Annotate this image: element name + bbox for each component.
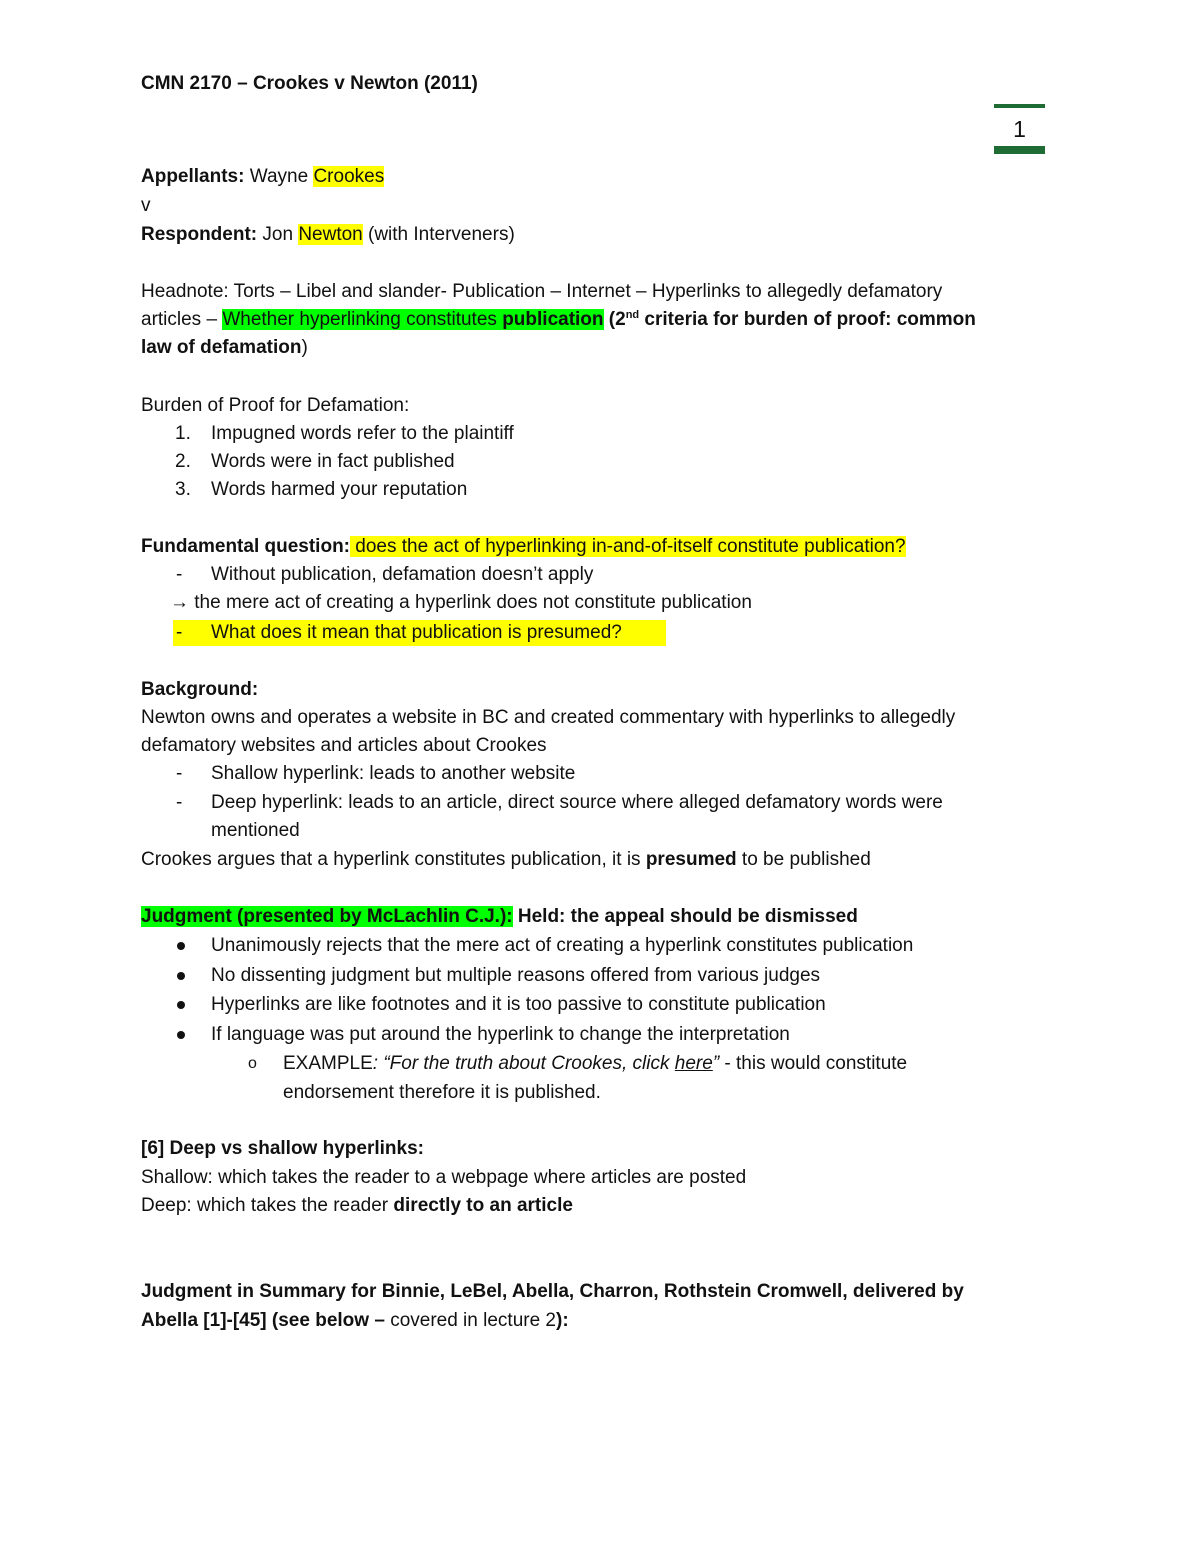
headnote-line-1: Headnote: Torts – Libel and slander- Publication – Internet – Hyperlinks to allegedly defamatory (141, 281, 943, 302)
headnote-line-3 (141, 336, 308, 360)
headnote-line-3-bold: law of defamation (141, 337, 302, 358)
list-marker: 2. (175, 451, 191, 472)
summary-bold: Abella [1]-[45] (see below – (141, 1310, 391, 1331)
example-link: here (674, 1053, 713, 1074)
dash-marker: - (176, 564, 183, 585)
deep-hyperlink-point-line-2: mentioned (211, 820, 300, 841)
dash-marker: - (176, 763, 183, 784)
fundamental-arrow-line: → the mere act of creating a hyperlink does not constitute publication (170, 592, 752, 613)
example-line-2: endorsement therefore it is published. (283, 1082, 601, 1103)
respondent-first-name: Jon (257, 224, 299, 245)
headnote-highlight-text: Whether hyperlinking constitutes (222, 309, 503, 330)
example-line-1 (283, 1052, 907, 1076)
sub-bullet-marker: o (248, 1055, 257, 1072)
list-item: Words harmed your reputation (211, 479, 468, 500)
example-rest: - this would constitute (719, 1053, 908, 1074)
background-heading: Background: (141, 679, 259, 700)
shallow-hyperlink-point: Shallow hyperlink: leads to another website (211, 763, 576, 784)
deep-definition-text: Deep: which takes the reader (141, 1195, 394, 1216)
fundamental-question-text: does the act of hyperlinking in-and-of-itself constitute publication? (350, 536, 906, 557)
list-item: No dissenting judgment but multiple reasons offered from various judges (211, 965, 821, 986)
shallow-definition: Shallow: which takes the reader to a webpage where articles are posted (141, 1167, 747, 1188)
example-label: EXAMPLE (283, 1053, 373, 1074)
headnote-prefix: articles – (141, 309, 223, 330)
judgment-held: Held: the appeal should be dismissed (512, 906, 858, 927)
example-quote-close: ” (712, 1053, 720, 1074)
argument-text: Crookes argues that a hyperlink constitutes publication, it is (141, 849, 646, 870)
versus: v (141, 195, 151, 216)
argument-end: to be published (736, 849, 871, 870)
bullet-icon (177, 972, 185, 980)
list-item: If language was put around the hyperlink to change the interpretation (211, 1024, 790, 1045)
respondent-suffix: (with Interveners) (362, 224, 515, 245)
appellant-first-name: Wayne (244, 166, 314, 187)
summary-plain: covered in lecture 2 (390, 1310, 557, 1331)
judgment-heading (141, 905, 858, 929)
fundamental-question (141, 535, 906, 559)
summary-line-1: Judgment in Summary for Binnie, LeBel, Abella, Charron, Rothstein Cromwell, delivered by (141, 1281, 964, 1302)
list-marker: 1. (175, 423, 191, 444)
background-para-line-1: Newton owns and operates a website in BC and created commentary with hyperlinks to allegedly (141, 707, 956, 728)
deep-definition (141, 1194, 573, 1218)
page-number: 1 (1013, 116, 1026, 142)
example-quote: : “For the truth about Crookes, click (372, 1053, 675, 1074)
appellants-line (141, 165, 384, 189)
summary-line-2 (141, 1309, 569, 1333)
headnote-criteria-rest: criteria for burden of proof: common (639, 309, 976, 330)
page-number-top-rule (994, 104, 1045, 108)
headnote-highlight-bold: publication (502, 309, 604, 330)
fundamental-label: Fundamental question: (141, 536, 350, 557)
page-number-badge (994, 104, 1045, 154)
deep-vs-shallow-heading: [6] Deep vs shallow hyperlinks: (141, 1138, 424, 1159)
headnote-criteria-sup: nd (625, 309, 640, 321)
headnote-line-3-close: ) (301, 337, 308, 358)
list-item: Impugned words refer to the plaintiff (211, 423, 514, 444)
bullet-icon (177, 1001, 185, 1009)
respondent-label: Respondent: (141, 224, 258, 245)
page-number-bottom-rule (994, 146, 1045, 154)
argument-bold: presumed (645, 849, 737, 870)
fundamental-point-2: What does it mean that publication is presumed? (211, 622, 622, 643)
deep-definition-bold: directly to an article (393, 1195, 573, 1216)
deep-hyperlink-point-line-1: Deep hyperlink: leads to an article, direct source where alleged defamatory words were (211, 792, 943, 813)
bullet-icon (177, 1031, 185, 1039)
dash-marker: - (176, 622, 183, 643)
appellant-last-name: Crookes (313, 166, 385, 187)
dash-marker: - (176, 792, 183, 813)
list-item: Words were in fact published (211, 451, 455, 472)
list-marker: 3. (175, 479, 191, 500)
summary-end: ): (556, 1310, 569, 1331)
bullet-icon (177, 942, 185, 950)
respondent-line (141, 223, 515, 247)
crookes-argument (141, 848, 871, 872)
headnote-line-2 (141, 308, 976, 332)
headnote-criteria-open: (2 (603, 309, 626, 330)
list-item: Hyperlinks are like footnotes and it is too passive to constitute publication (211, 994, 826, 1015)
respondent-last-name: Newton (298, 224, 363, 245)
appellants-label: Appellants: (141, 166, 245, 187)
background-para-line-2: defamatory websites and articles about Crookes (141, 735, 547, 756)
fundamental-point-1: Without publication, defamation doesn’t apply (211, 564, 594, 585)
list-item: Unanimously rejects that the mere act of creating a hyperlink constitutes publication (211, 935, 914, 956)
judgment-label: Judgment (presented by McLachlin C.J.): (141, 906, 513, 927)
headnote-criteria (604, 309, 976, 330)
headnote-highlight (222, 309, 603, 330)
burden-heading: Burden of Proof for Defamation: (141, 395, 410, 416)
document-title: CMN 2170 – Crookes v Newton (2011) (141, 73, 478, 94)
